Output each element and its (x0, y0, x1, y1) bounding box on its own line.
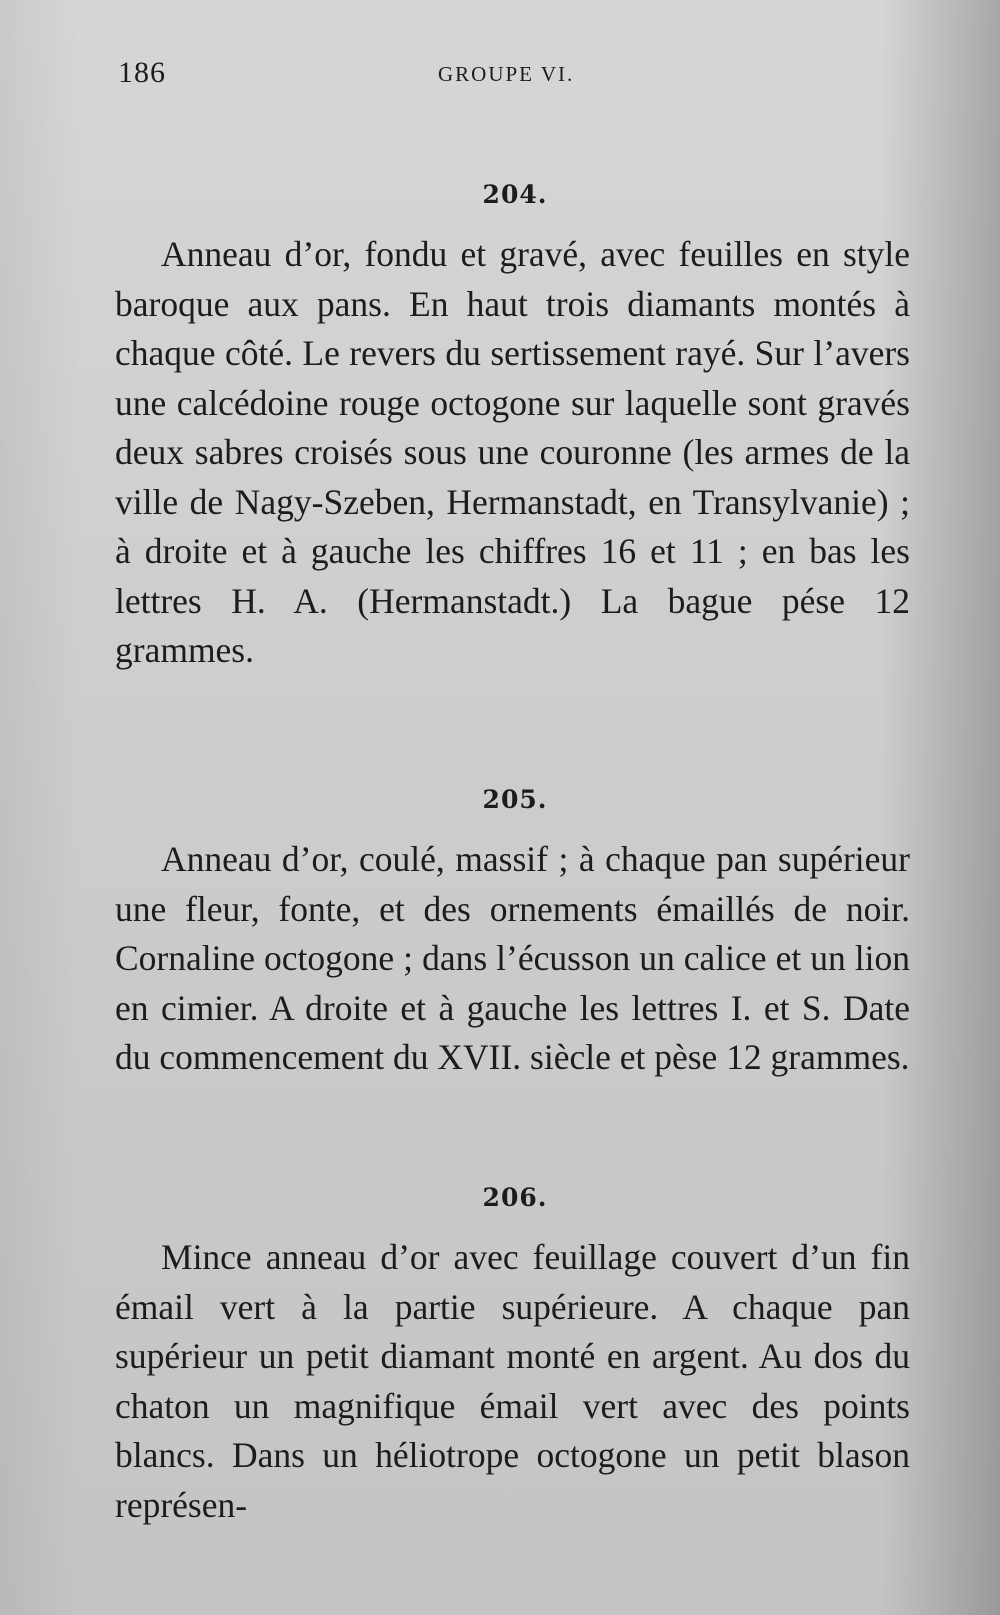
entry-text-206: Mince anneau d’or avec feuillage couvert d’un fin émail vert à la partie supérieure. A chaque pan supérieur un petit diamant monté en argent. Au dos du chaton un magnifique émail vert avec des points blancs. Dans un héliotrope octogone un petit blason représen- (115, 1237, 910, 1525)
entry-text-204: Anneau d’or, fondu et gravé, avec feuilles en style baroque aux pans. En haut trois diamants montés à chaque côté. Le revers du sertissement rayé. Sur l’avers une calcédoine rouge octogone sur laquelle sont gravés deux sabres croisés sous une couronne (les armes de la ville de Nagy-Szeben, Hermanstadt, en Transylvanie) ; à droite et à gauche les chiffres 16 et 11 ; en bas les lettres H. A. (Hermanstadt.) La bague pése 12 grammes. (115, 234, 910, 670)
running-head (118, 56, 598, 96)
entry-number-205: 205. (482, 785, 548, 814)
entry-text-205: Anneau d’or, coulé, massif ; à chaque pan supérieur une fleur, fonte, et des ornements émaillés de noir. Cornaline octogone ; dans l’écusson un calice et un lion en cimier. A droite et à gauche les lettres I. et S. Date du commencement du XVII. siècle et pèse 12 grammes. (115, 839, 910, 1077)
running-title: GROUPE VI. (438, 62, 575, 86)
entry-number-204: 204. (482, 180, 548, 209)
entry-number-206: 206. (482, 1183, 548, 1212)
page-number: 186 (118, 56, 166, 89)
